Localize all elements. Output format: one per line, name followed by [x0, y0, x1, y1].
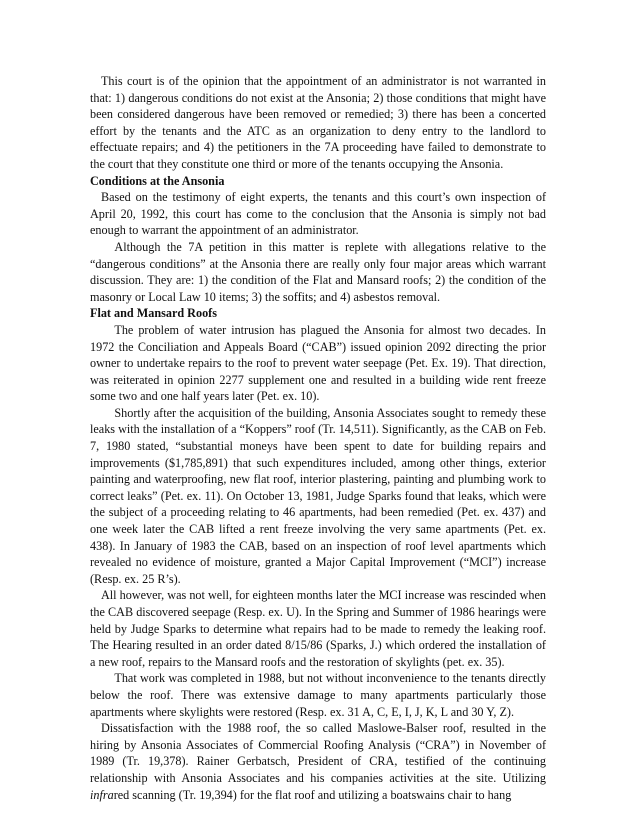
paragraph-work-completed: That work was completed in 1988, but not without inconvenience to the tenants directly below the roof. There was extensive damage to many apartments particularly those apartments where skylights were restored (Resp. ex. 31 A, C, E, I, J, K, L and 30 Y, Z).: [90, 671, 546, 719]
paragraph-testimony: Based on the testimony of eight experts, the tenants and this court’s own inspection of April 20, 1992, this court has come to the conclusion that the Ansonia is simply not bad enough to warrant the appointment of an administrator.: [90, 190, 546, 238]
document-page: [90, 73, 546, 803]
paragraph-dissatisfaction-text: Dissatisfaction with the 1988 roof, the so called Maslowe-Balser roof, resulted in the hiring by Ansonia Associates of Commercial Roofing Analysis (“CRA”) in November of 1989 (Tr. 19,378). Rainer Gerbatsch, President of CRA, testified of the continuing relationship with Ansonia Associates and his companies activities at the site. Utilizing: [90, 721, 546, 785]
paragraph-water-intrusion: The problem of water intrusion has plagued the Ansonia for almost two decades. In 1972 the Conciliation and Appeals Board (“CAB”) issued opinion 2092 directing the prior owner to undertake repairs to the roof to prevent water seepage (Pet. Ex. 19). That direction, was reiterated in opinion 2277 supplement one and resulted in a building wide rent freeze some two and one half years later (Pet. ex. 10).: [90, 322, 546, 404]
paragraph-opinion: This court is of the opinion that the appointment of an administrator is not warranted in that: 1) dangerous conditions do not exist at the Ansonia; 2) those conditions that might have been considered dangerous have been removed or remedied; 3) there has been a concerted effort by the tenants and the ATC as an organization to deny entry to the landlord to effectuate repairs; and 4) the petitioners in the 7A proceeding have failed to demonstrate to the court that they constitute one third or more of the tenants occupying the Ansonia.: [90, 74, 546, 171]
heading-roofs: Flat and Mansard Roofs: [90, 306, 217, 321]
paragraph-koppers-roof: Shortly after the acquisition of the building, Ansonia Associates sought to remedy these leaks with the installation of a “Koppers” roof (Tr. 14,511). Significantly, as the CAB on Feb. 7, 1980 stated, “substantial moneys have been spent to date for building repairs and improvements ($1,785,891) that such expenditures included, among other things, exterior painting and waterproofing, new flat roof, interior plastering, painting and plumbing work to correct leaks” (Pet. ex. 11). On October 13, 1981, Judge Sparks found that leaks, which were the subject of a proceeding relating to 46 apartments, had been remedied (Pet. ex. 437) and one week later the CAB lifted a rent freeze involving the very same apartments (Pet. ex. 438). In January of 1983 the CAB, based on an inspection of roof level apartments which revealed no evidence of moisture, granted a Major Capital Improvement (“MCI”) increase (Resp. ex. 25 R’s).: [90, 405, 546, 586]
paragraph-mci-rescinded: All however, was not well, for eighteen months later the MCI increase was rescinded when the CAB discovered seepage (Resp. ex. U). In the Spring and Summer of 1986 hearings were held by Judge Sparks to determine what repairs had to be made to remedy the leaking roof. The Hearing resulted in an order dated 8/15/86 (Sparks, J.) which ordered the installation of a new roof, repairs to the Mansard roofs and the restoration of skylights (pet. ex. 35).: [90, 588, 546, 669]
heading-conditions: Conditions at the Ansonia: [90, 173, 225, 188]
paragraph-allegations: Although the 7A petition in this matter is replete with allegations relative to the “dangerous conditions” at the Ansonia there are really only four major areas which warrant discussion. They are: 1) the condition of the Flat and Mansard roofs; 2) the condition of the masonry or Local Law 10 items; 3) the soffits; and 4) asbestos removal.: [90, 239, 546, 304]
paragraph-dissatisfaction: [90, 720, 546, 803]
italic-infra: infra: [90, 787, 114, 802]
paragraph-dissatisfaction-tail: red scanning (Tr. 19,394) for the flat roof and utilizing a boatswains chair to hang: [113, 787, 512, 802]
